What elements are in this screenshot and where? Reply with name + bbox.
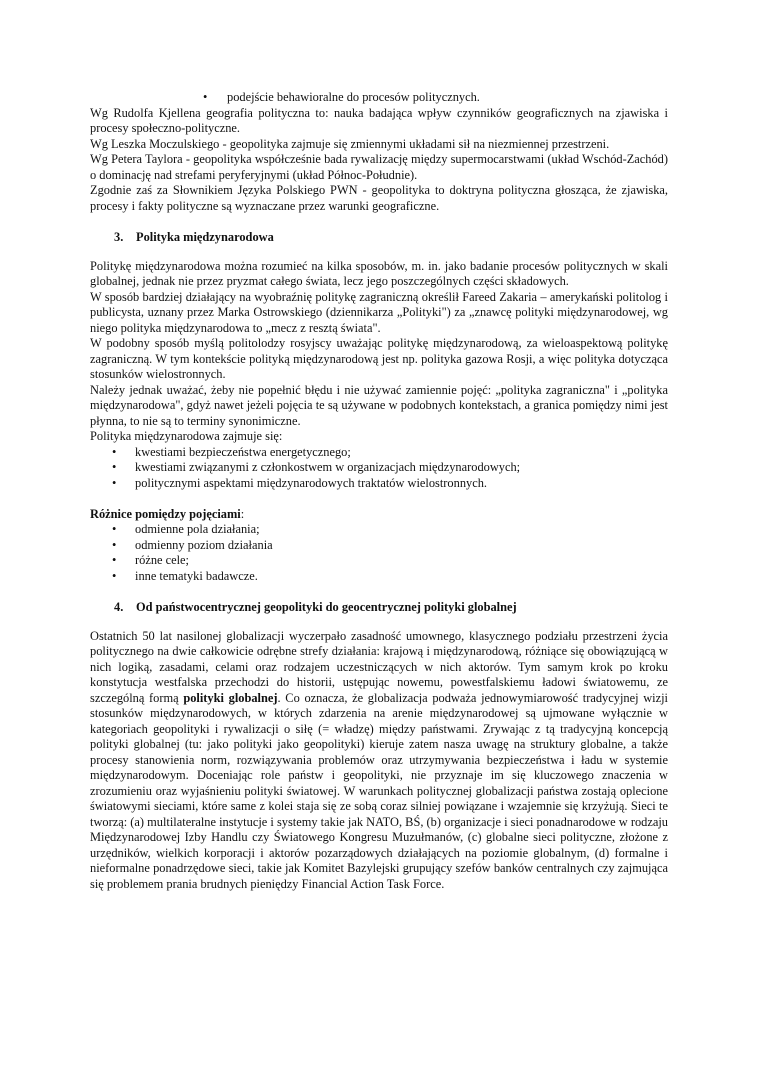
section-3-paragraph: Polityka międzynarodowa zajmuje się:: [90, 429, 283, 443]
section-3-paragraph: W podobny sposób myślą politolodzy rosyjscy uważając politykę międzynarodową, za wieloaspektową politykę zagraniczną. W tym kontekście polityką międzynarodową jest np. polityka gazowa Rosji, a więc polityka dotycząca stosunków wielostronnych.: [90, 336, 668, 381]
list-item: • odmienne pola działania;: [90, 522, 668, 538]
list-item: • kwestiami bezpieczeństwa energetycznego;: [90, 445, 668, 461]
paragraph-pwn: Zgodnie zaś za Słownikiem Języka Polskiego PWN - geopolityka to doktryna polityczna głosząca, że zjawiska, procesy i fakty polityczne są wyznaczane przez warunki geograficzne.: [90, 183, 668, 213]
top-bullet-list: [90, 90, 668, 106]
list-item: • politycznymi aspektami międzynarodowych traktatów wielostronnych.: [90, 476, 668, 492]
document-page: [90, 90, 668, 892]
scope-bullet-list: [90, 445, 668, 492]
paragraph-text-part: . Co oznacza, że globalizacja podważa jednowymiarowość tradycyjnej wizji stosunków międzynarodowych, w których zdarzenia na arenie międzynarodowej są ujmowane wyłącznie w kategoriach geopolityki i rywalizacji o siłę (= władzę) między państwami. Zrywając z tą tradycyjną koncepcją polityki globalnej (tu: jako polityki jako geopolityki) kieruje zatem nasza uwagę na struktury globalne, a także procesy stanowienia norm, rozwiązywania problemów oraz utrzymywania bezpieczeństwa i ładu w systemie międzynarodowym. Doceniając role państw i geopolityki, nie przyznaje im się kluczowego znaczenia w zrozumieniu oraz wyjaśnieniu polityki światowej. W warunkach politycznej globalizacji państwa zostają oplecione światowymi sieciami, które same z kolei staja się ze sobą coraz silniej powiązane i wzajemnie się krzyżują. Sieci te tworzą: (a) multilateralne instytucje i systemy takie jak NATO, BŚ, (b) organizacje i sieci ponadnarodowe w rodzaju Międzynarodowej Izby Handlu czy Światowego Kongresu Muzułmanów, (c) globalne sieci polityczne, złożone z urzędników, wielkich korporacji i aktorów pozarządowych działających na poziomie globalnym, (d) formalne i nieformalne ponadrzędowe sieci, takie jak Komitet Bazylejski grupujący szefów banków centralnych czy zajmująca się problemem prania brudnych pieniędzy Financial Action Task Force.: [90, 690, 668, 891]
paragraph-taylor: Wg Petera Taylora - geopolityka współcześnie bada rywalizację między supermocarstwami (układ Wschód-Zachód) o dominację nad strefami peryferyjnymi (układ Północ-Południe).: [90, 152, 668, 182]
section-title: Polityka międzynarodowa: [136, 230, 274, 244]
list-item: • kwestiami związanymi z członkostwem w organizacjach międzynarodowych;: [90, 460, 668, 476]
section-3-heading: [90, 230, 668, 246]
list-item: • różne cele;: [90, 553, 668, 569]
section-3-paragraph: Politykę międzynarodowa można rozumieć na kilka sposobów, m. in. jako badanie procesów politycznych w skali globalnej, jednak nie przez pryzmat całego świata, lecz jego poszczególnych części składowych.: [90, 258, 668, 288]
list-item: • inne tematyki badawcze.: [90, 569, 668, 585]
section-3-paragraph: Należy jednak uważać, żeby nie popełnić błędu i nie używać zamiennie pojęć: „polityka zagraniczna" i „polityka międzynarodowa", gdyż nawet jeżeli pojęcia te są używane w podobnych kontekstach, a granica pomiędzy nimi jest płynna, to nie są to terminy synonimiczne.: [90, 382, 668, 428]
bold-term: polityki globalnej: [183, 690, 278, 705]
paragraph-moczulski: Wg Leszka Moczulskiego - geopolityka zajmuje się zmiennymi układami sił na niezmiennej przestrzeni.: [90, 136, 610, 151]
section-4-paragraph: [90, 629, 668, 893]
section-title: Od państwocentrycznej geopolityki do geocentrycznej polityki globalnej: [136, 600, 517, 614]
differences-title: [90, 507, 668, 523]
section-4-heading: [90, 600, 668, 616]
paragraph-kjellen: Wg Rudolfa Kjellena geografia polityczna to: nauka badająca wpływ czynników geograficznych na zjawiska i procesy społeczno-polityczne.: [90, 105, 668, 135]
list-item: • podejście behawioralne do procesów politycznych.: [90, 90, 668, 106]
section-number: 4.: [114, 600, 124, 614]
differences-title-colon: :: [240, 506, 245, 521]
section-number: 3.: [114, 230, 124, 244]
spacer: [90, 491, 668, 507]
list-item: • odmienny poziom działania: [90, 538, 668, 554]
differences-bullet-list: [90, 522, 668, 584]
paragraph-text-part: Ostatnich 50 lat nasilonej globalizacji wyczerpało zasadność umownego, klasycznego podziału przestrzeni życia politycznego na dwie całkowicie odrębne strefy działania: krajową i międzynarodową, różniące się obowiązującą w nich logiką, zasadami, celami oraz rodzajem uczestniczących w nich aktorów. Tym samym krok po kroku konstytucja westfalska przechodzi do historii, ustępując nowemu, powestfalskiemu ładowi światowemu, ze szczególną formą: [90, 628, 668, 705]
differences-title-text: Różnice pomiędzy pojęciami: [90, 506, 241, 521]
section-3-paragraph: W sposób bardziej działający na wyobraźnię politykę zagraniczną określił Fareed Zakaria – amerykański politolog i publicysta, uznany przez Marka Ostrowskiego (dziennikarza „Polityki") za „znawcę polityki międzynarodowej, wg niego polityka międzynarodowa to „mecz z resztą świata".: [90, 289, 668, 335]
